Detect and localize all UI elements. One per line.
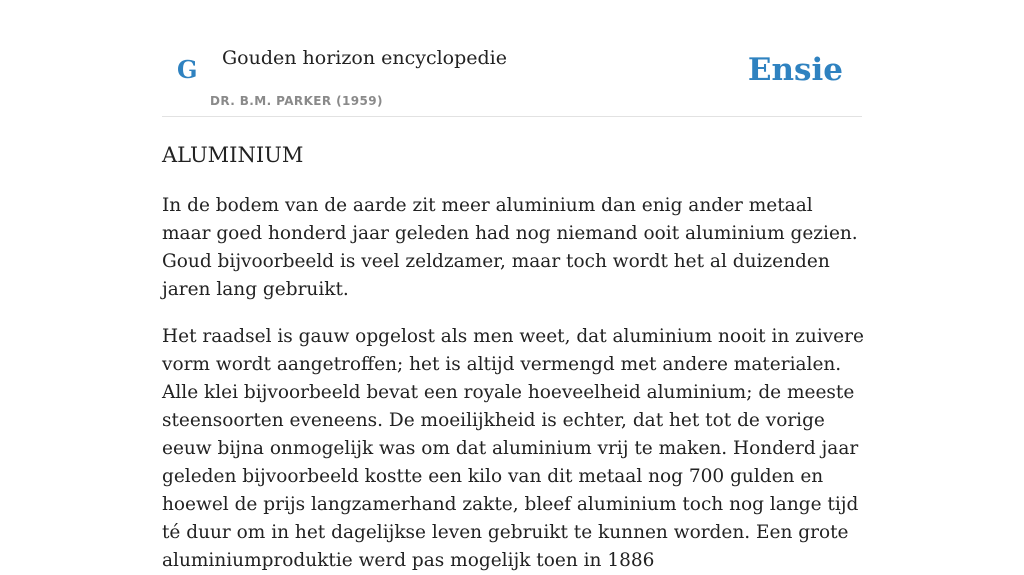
entry-title: ALUMINIUM <box>162 143 304 167</box>
book-logo[interactable]: G <box>177 55 198 84</box>
article <box>162 138 864 575</box>
author-label: DR. B.M. PARKER (1959) <box>210 94 383 108</box>
ensie-logo[interactable]: Ensie <box>747 52 843 88</box>
paragraph: In de bodem van de aarde zit meer aluminium dan enig ander metaal maar goed honderd jaar geleden had nog niemand ooit aluminium gezien. Goud bijvoorbeeld is veel zeldzamer, maar toch wordt het al duizenden jaren lang gebruikt. <box>162 195 858 300</box>
paragraph: Het raadsel is gauw opgelost als men weet, dat aluminium nooit in zuivere vorm wordt aangetroffen; het is altijd vermengd met andere materialen. Alle klei bijvoorbeeld bevat een royale hoeveelheid aluminium; de meeste steensoorten eveneens. De moeilijkheid is echter, dat het tot de vorige eeuw bijna onmogelijk was om dat aluminium vrij te maken. Honderd jaar geleden bijvoorbeeld kostte een kilo van dit metaal nog 700 gulden en hoewel de prijs langzamerhand zakte, bleef aluminium toch nog lange tijd té duur om in het dagelijkse leven gebruikt te kunnen worden. Een grote aluminiumproduktie werd pas mogelijk toen in 1886 <box>162 326 864 571</box>
header <box>162 0 862 117</box>
book-title-link[interactable]: Gouden horizon encyclopedie <box>222 47 507 69</box>
